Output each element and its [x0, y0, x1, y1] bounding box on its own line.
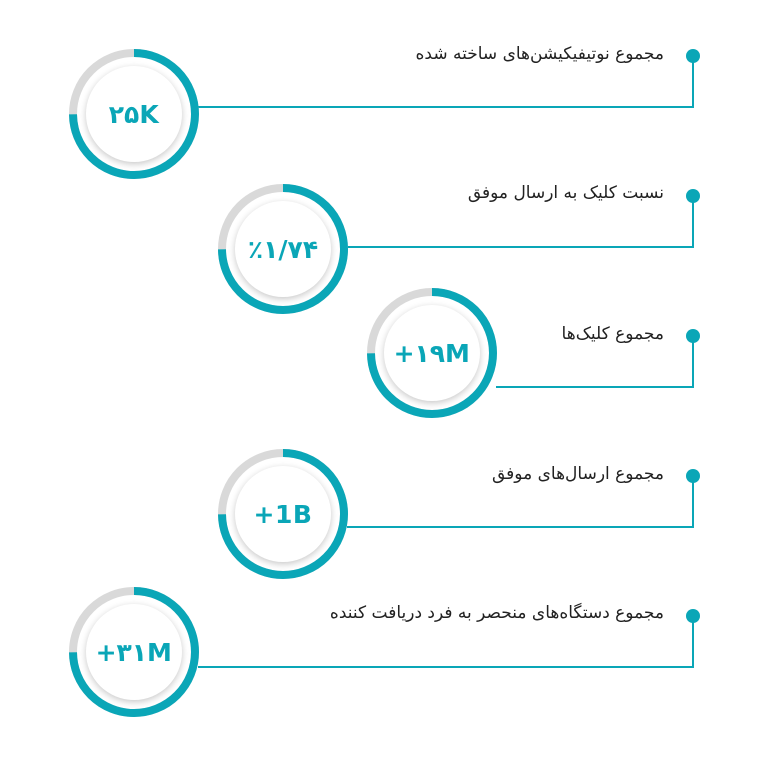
stat-label: مجموع دستگاه‌های منحصر به فرد دریافت کننده — [329, 603, 664, 623]
stat-label: مجموع کلیک‌ها — [561, 324, 664, 344]
stat-value: +۱۹M — [393, 338, 471, 368]
progress-ring — [217, 448, 349, 580]
stat-circle — [235, 466, 331, 562]
connector-line — [692, 616, 694, 668]
stat-value: ٪۱/۷۴ — [247, 234, 319, 264]
stat-label: مجموع ارسال‌های موفق — [492, 464, 664, 484]
connector-line — [692, 196, 694, 248]
stat-label: نسبت کلیک به ارسال موفق — [467, 183, 664, 203]
stat-value: ۲۵K — [108, 99, 160, 129]
connector-line — [496, 386, 694, 388]
connector-line — [692, 476, 694, 528]
progress-ring — [366, 287, 498, 419]
stat-circle — [384, 305, 480, 401]
stat-circle — [86, 604, 182, 700]
stat-value: +۳۱M — [95, 637, 173, 667]
stat-value: +1B — [253, 499, 313, 529]
stat-circle — [235, 201, 331, 297]
connector-line — [198, 666, 694, 668]
stat-label: مجموع نوتیفیکیشن‌های ساخته شده — [415, 44, 664, 64]
progress-ring — [217, 183, 349, 315]
progress-ring — [68, 586, 200, 718]
connector-line — [347, 246, 694, 248]
connector-line — [692, 336, 694, 388]
connector-line — [347, 526, 694, 528]
